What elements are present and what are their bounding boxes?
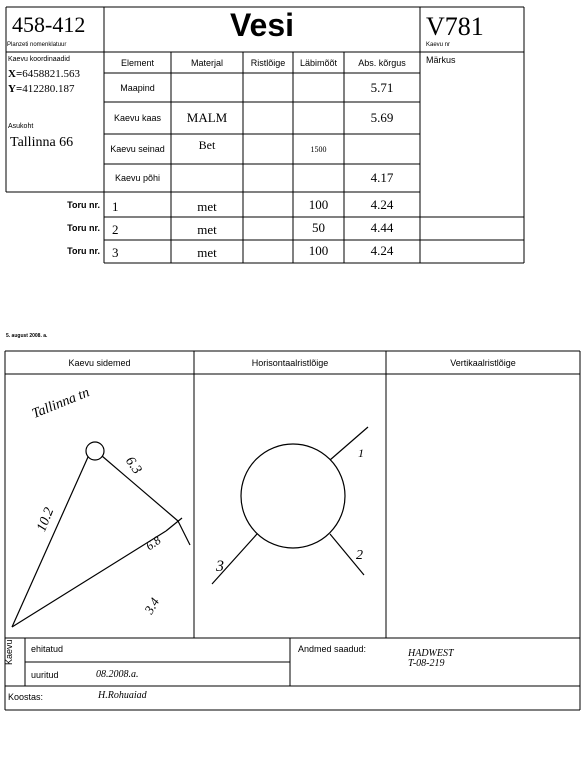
nomenclature-value: 458-412 [12,12,86,37]
row-diameter-walls: 1500 [310,144,327,154]
compiled-value: H.Rohuaiad [98,690,147,701]
pipe-number-2: 2 [112,222,119,237]
horizontal-section-sketch [212,427,368,584]
row-elevation-bottom: 4.17 [370,170,394,185]
coords-label: Kaevu koordinaadid [8,56,70,63]
y-coordinate [8,83,74,95]
col-header-element: Element [120,57,155,68]
x-label: X= [8,68,23,80]
pipe-label-3: Toru nr. [67,246,100,256]
col-header-section: Ristlõige [250,57,286,68]
pipe-elevation-2: 4.44 [370,220,394,235]
data-from-label: Andmed saadud: [298,644,367,654]
pipe-diameter-1: 100 [308,196,329,212]
pipe-diameter-3: 100 [308,243,329,258]
well-number-value: V781 [426,12,484,41]
row-element-cover: Kaevu kaas [113,113,162,123]
sketch-header-vertical: Vertikaalristlõige [450,357,516,368]
tie-sketch [12,442,190,627]
tie-distance-1: 6.3 [121,454,145,478]
well-number-label: Kaevu nr [426,42,451,48]
y-label: Y= [8,83,23,95]
pipe-number-3: 3 [112,245,119,260]
pipe-elevation-3: 4.24 [370,243,394,258]
col-header-diameter: Läbimõõt [299,57,338,68]
pipe-material-3: met [197,245,217,260]
row-element-ground: Maapind [120,82,155,93]
pipe-sketch-label-1: 1 [358,446,364,460]
pipe-diameter-2: 50 [312,220,325,235]
row-element-walls: Kaevu seinad [110,144,165,154]
pipe-label-1: Toru nr. [67,200,100,210]
pipe-elevation-1: 4.24 [370,196,394,212]
pipe-label-2: Toru nr. [67,223,100,233]
tie-distance-2: 10.2 [34,505,58,534]
built-label: ehitatud [31,644,64,654]
date-line: 5. august 2008. a. [6,333,48,339]
tie-distance-4: 3.4 [141,594,163,617]
pipe-number-1: 1 [112,199,119,214]
row-material-cover: MALM [186,110,228,125]
form-title: Vesi [229,7,295,43]
x-value: 6458821.563 [22,68,80,80]
pipe-sketch-label-3: 3 [216,558,224,575]
location-label: Asukoht [8,123,34,130]
surveyed-label: uuritud [31,670,59,680]
pipe-material-2: met [197,222,217,237]
col-header-elevation: Abs. kõrgus [358,57,406,68]
sketch-header-ties: Kaevu sidemed [68,357,131,368]
row-element-bottom: Kaevu põhi [114,173,161,183]
x-coordinate [8,68,80,80]
data-from-value: HADWEST [408,648,454,659]
row-material-walls: Bet [198,137,216,152]
compiled-label: Koostas: [8,692,44,702]
surveyed-value: 08.2008.a. [96,669,139,680]
well-side-label: Kaevu [4,639,14,665]
location-value: Tallinna 66 [10,135,74,150]
data-from-ref: T-08-219 [408,658,445,669]
remarks-label: Märkus [426,55,456,65]
nomenclature-label: Planzeti nomenklatuur [7,42,67,48]
y-value: 412280.187 [22,83,75,95]
row-elevation-ground: 5.71 [370,79,394,95]
tie-distance-3: 6.8 [143,533,164,554]
tie-street-label: Tallinna tn [30,385,92,422]
pipe-sketch-label-2: 2 [356,548,363,563]
row-elevation-cover: 5.69 [370,110,394,125]
pipe-material-1: met [197,198,217,214]
sketch-header-horizontal: Horisontaalristlõige [251,357,329,368]
col-header-material: Materjal [190,57,223,68]
